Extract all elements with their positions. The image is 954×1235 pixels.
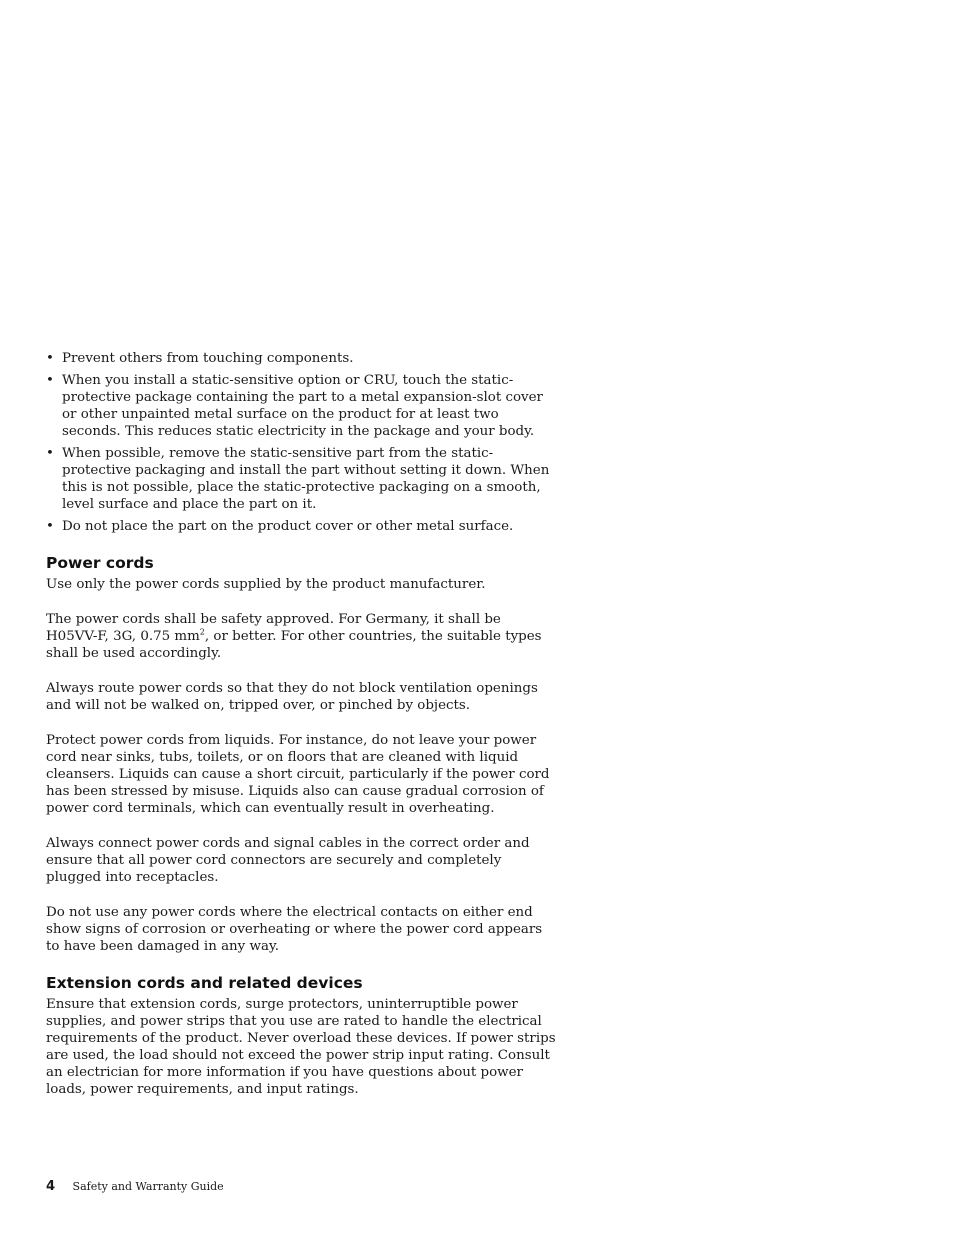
- power-cords-paragraph-2-text-end: , or better. For other countries, the suitable types shall be used accordingly.: [46, 629, 542, 661]
- list-item: [46, 350, 556, 367]
- power-cords-paragraph-5: Always connect power cords and signal cables in the correct order and ensure that all power cord connectors are securely and completely plugged into receptacles.: [46, 836, 530, 885]
- superscript-squared: 2: [199, 627, 205, 637]
- page-number: 4: [46, 1179, 56, 1194]
- list-item: [46, 445, 556, 513]
- document-body: [46, 350, 556, 1116]
- bullet-icon: •: [46, 519, 54, 534]
- list-item: [46, 518, 556, 535]
- power-cords-paragraph-4: Protect power cords from liquids. For instance, do not leave your power cord near sinks, tubs, toilets, or on floors that are cleaned with liquid cleansers. Liquids can cause a short circuit, particularly if the power cord has been stressed by misuse. Liquids also can cause gradual corrosion of power cord terminals, which can eventually result in overheating.: [46, 733, 550, 816]
- bullet-icon: •: [46, 373, 54, 388]
- footer-doc-title: Safety and Warranty Guide: [72, 1180, 224, 1193]
- power-cords-paragraph-2-text: The power cords shall be safety approved. For Germany, it shall be H05VV-F, 3G, 0.75 mm: [46, 612, 501, 644]
- power-cords-heading: Power cords: [46, 554, 154, 572]
- page-footer: [46, 1180, 224, 1194]
- extension-cords-heading: Extension cords and related devices: [46, 974, 363, 992]
- power-cords-paragraph-6: Do not use any power cords where the electrical contacts on either end show signs of corrosion or overheating or where the power cord appears to have been damaged in any way.: [46, 905, 543, 954]
- extension-cords-paragraph-1: Ensure that extension cords, surge protectors, uninterruptible power supplies, and power strips that you use are rated to handle the electrical requirements of the product. Never overload these devices. If power strips are used, the load should not exceed the power strip input rating. Consult an electrician for more information if you have questions about power loads, power requirements, and input ratings.: [46, 997, 556, 1097]
- power-cords-paragraph-3: Always route power cords so that they do not block ventilation openings and will not be walked on, tripped over, or pinched by objects.: [46, 681, 538, 713]
- list-item-text: When you install a static-sensitive option or CRU, touch the static-protective package containing the part to a metal expansion-slot cover or other unpainted metal surface on the product for at least two seconds. This reduces static electricity in the package and your body.: [62, 373, 543, 439]
- power-cords-paragraph-1: Use only the power cords supplied by the product manufacturer.: [46, 577, 486, 592]
- bullet-icon: •: [46, 446, 54, 461]
- list-item-text: Do not place the part on the product cover or other metal surface.: [62, 519, 514, 534]
- list-item: [46, 372, 556, 440]
- static-precautions-list: [46, 350, 556, 535]
- list-item-text: Prevent others from touching components.: [62, 351, 354, 366]
- list-item-text: When possible, remove the static-sensitive part from the static-protective packaging and install the part without setting it down. When this is not possible, place the static-protective packaging on a smooth, level surface and place the part on it.: [62, 446, 550, 512]
- bullet-icon: •: [46, 351, 54, 366]
- power-cords-paragraph-2: [46, 611, 556, 662]
